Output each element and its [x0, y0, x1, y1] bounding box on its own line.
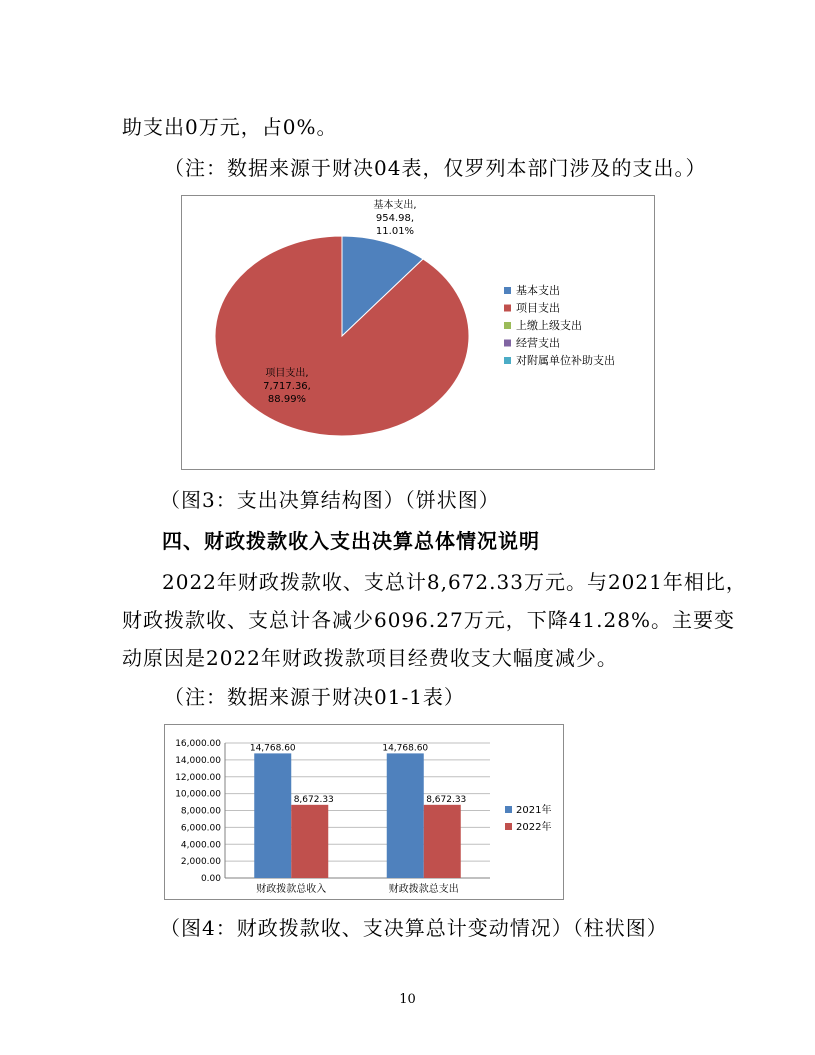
figure-3-caption: （图3：支出决算结构图）（饼状图） [160, 488, 500, 512]
y-tick-label-8: 16,000.00 [175, 739, 221, 749]
y-tick-label-2: 4,000.00 [180, 840, 221, 851]
pie-data-label-0-0: 基本支出, [373, 200, 417, 211]
paragraph-line: 动原因是2022年财政拨款项目经费收支大幅度减少。 [122, 646, 618, 670]
pie-chart-box [181, 195, 655, 470]
legend-swatch-1 [504, 305, 511, 312]
bar-data-label-1-0: 8,672.33 [293, 794, 334, 805]
pie-data-label-1-1: 7,717.36, [263, 381, 311, 392]
bar-legend-swatch-0 [505, 806, 512, 813]
pie-slice-1 [215, 236, 469, 436]
pie-data-label-0-1: 954.98, [375, 213, 415, 224]
y-tick-label-4: 8,000.00 [180, 806, 221, 817]
paragraph-line: 助支出0万元，占0%。 [122, 115, 338, 139]
bar-chart-box [164, 724, 564, 900]
bar-legend-label-1: 2022年 [516, 822, 552, 833]
data-source-note: （注：数据来源于财决04表，仅罗列本部门涉及的支出。） [164, 156, 707, 180]
figure-4-caption: （图4：财政拨款收、支决算总计变动情况）（柱状图） [160, 916, 668, 940]
paragraph-line: 2022年财政拨款收、支总计8,672.33万元。与2021年相比， [162, 570, 747, 594]
legend-swatch-3 [504, 340, 511, 347]
x-tick-label-1: 财政拨款总支出 [388, 884, 459, 895]
legend-swatch-2 [504, 322, 511, 329]
bar-data-label-0-1: 14,768.60 [382, 743, 429, 754]
bar-1-1 [424, 805, 461, 878]
section-heading: 四、财政拨款收入支出决算总体情况说明 [162, 529, 540, 553]
y-tick-label-0: 0.00 [200, 874, 221, 884]
pie-chart [182, 196, 654, 469]
pie-data-label-1-2: 88.99% [267, 394, 307, 405]
y-tick-label-7: 14,000.00 [175, 755, 221, 766]
y-tick-label-1: 2,000.00 [180, 857, 221, 868]
legend-label-0: 基本支出 [516, 284, 560, 297]
bar-legend-label-0: 2021年 [516, 805, 552, 816]
paragraph-line: 财政拨款收、支总计各减少6096.27万元，下降41.28%。主要变 [122, 608, 735, 632]
page-number: 10 [399, 992, 416, 1007]
bar-data-label-0-0: 14,768.60 [249, 743, 296, 754]
bar-0-1 [387, 753, 424, 878]
data-source-note: （注：数据来源于财决01-1表） [164, 685, 465, 709]
bar-data-label-1-1: 8,672.33 [426, 794, 467, 805]
legend-label-4: 对附属单位补助支出 [516, 354, 615, 367]
x-tick-label-0: 财政拨款总收入 [256, 884, 327, 895]
legend-label-1: 项目支出 [516, 301, 560, 315]
legend-swatch-4 [504, 357, 511, 364]
legend-label-3: 经营支出 [516, 336, 560, 350]
pie-data-label-0-2: 11.01% [375, 226, 415, 237]
legend-label-2: 上缴上级支出 [516, 319, 582, 332]
y-tick-label-6: 12,000.00 [175, 772, 221, 783]
bar-legend-swatch-1 [505, 823, 512, 830]
bar-0-0 [254, 753, 291, 878]
y-tick-label-5: 10,000.00 [175, 789, 221, 800]
legend-swatch-0 [504, 287, 511, 294]
bar-1-0 [291, 805, 328, 878]
y-tick-label-3: 6,000.00 [180, 823, 221, 834]
pie-data-label-1-0: 项目支出, [265, 368, 309, 379]
bar-chart [165, 725, 563, 899]
